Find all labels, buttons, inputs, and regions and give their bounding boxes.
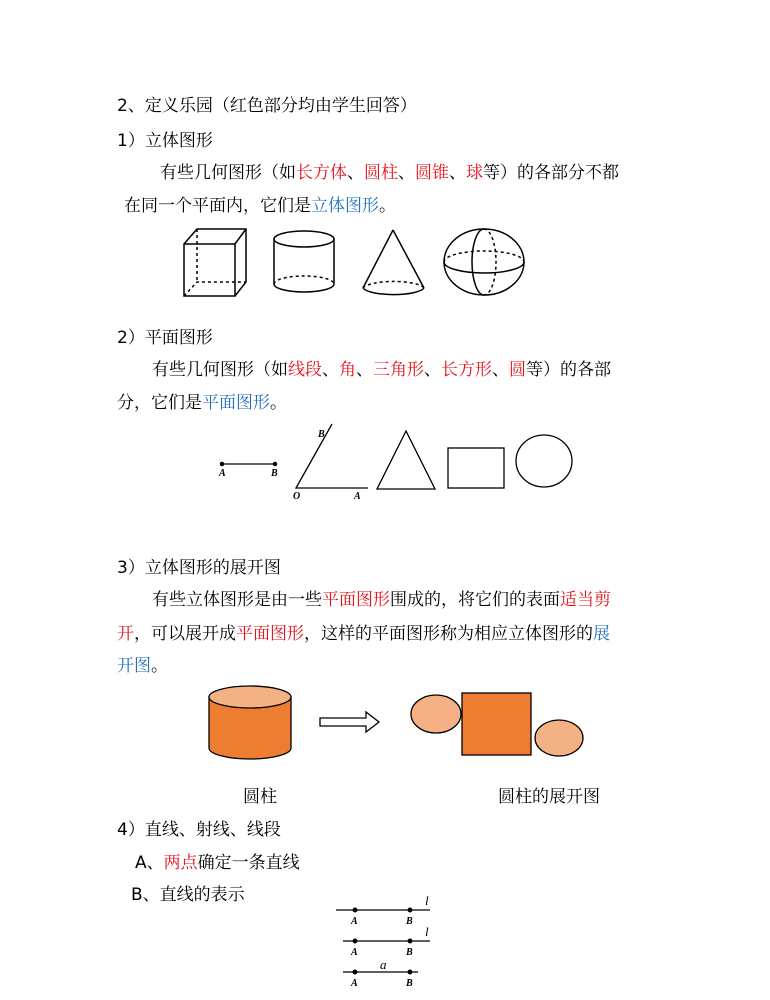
s2-line2: 分，它们是平面图形。 bbox=[117, 393, 287, 413]
line1-label-a: A bbox=[351, 916, 358, 927]
s3-line2: 开，可以展开成平面图形，这样的平面图形称为相应立体图形的展 bbox=[117, 624, 610, 644]
s4-title: 4）直线、射线、线段 bbox=[117, 820, 281, 840]
s4-item-a: A、两点确定一条直线 bbox=[135, 853, 300, 873]
s4-item-b: B、直线的表示 bbox=[131, 885, 245, 905]
label-angle-b: B bbox=[318, 429, 325, 440]
s1-line1: 有些几何图形（如长方体、圆柱、圆锥、球等）的各部分不都 bbox=[160, 163, 619, 183]
line1-label-l: l bbox=[425, 893, 429, 908]
section-heading: 2、定义乐园（红色部分均由学生回答） bbox=[117, 96, 417, 116]
caption-cylinder: 圆柱 bbox=[243, 787, 277, 807]
line3-label-b: B bbox=[406, 978, 413, 989]
line-l-2 bbox=[343, 939, 430, 943]
line2-label-b: B bbox=[406, 947, 413, 958]
caption-net: 圆柱的展开图 bbox=[498, 787, 600, 807]
s1-title: 1）立体图形 bbox=[117, 131, 213, 151]
s3-line1: 有些立体图形是由一些平面图形围成的，将它们的表面适当剪 bbox=[152, 590, 611, 610]
s3-line3: 开图。 bbox=[117, 656, 168, 676]
line1-label-b: B bbox=[406, 916, 413, 927]
s2-line1: 有些几何图形（如线段、角、三角形、长方形、圆等）的各部 bbox=[152, 360, 611, 380]
s3-title: 3）立体图形的展开图 bbox=[117, 558, 281, 578]
label-a: A bbox=[219, 468, 226, 479]
label-b: B bbox=[271, 468, 278, 479]
line2-label-l: l bbox=[425, 924, 429, 939]
label-angle-o: O bbox=[293, 491, 301, 502]
line2-label-a: A bbox=[351, 947, 358, 958]
s2-title: 2）平面图形 bbox=[117, 328, 213, 348]
line3-label-a: A bbox=[351, 978, 358, 989]
label-angle-a: A bbox=[354, 491, 361, 502]
line3-label-a-lower: a bbox=[380, 957, 387, 972]
s1-line2: 在同一个平面内，它们是立体图形。 bbox=[124, 196, 396, 216]
line-l-1 bbox=[336, 908, 430, 912]
